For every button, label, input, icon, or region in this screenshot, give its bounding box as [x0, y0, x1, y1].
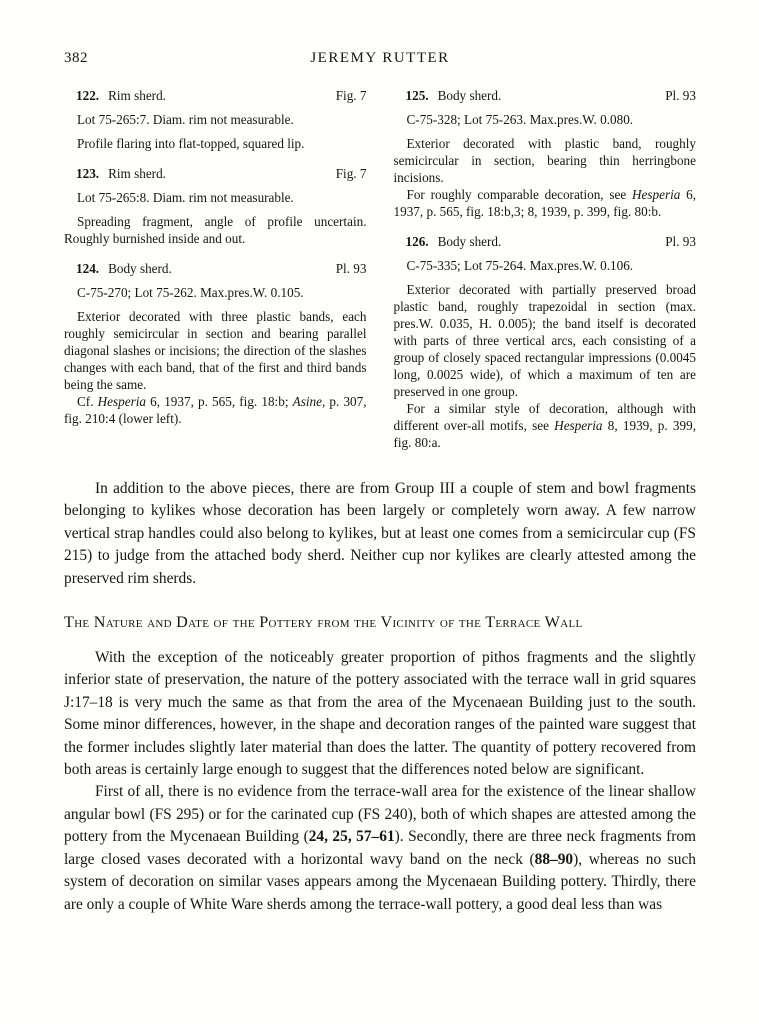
entry-heading	[64, 260, 367, 277]
entry-lot-line: C-75-335; Lot 75-264. Max.pres.W. 0.106.	[406, 258, 634, 273]
entry-lot-line: C-75-270; Lot 75-262. Max.pres.W. 0.105.	[77, 285, 304, 300]
entry-plate-ref: Pl. 93	[335, 261, 367, 276]
body-text-segment: ). Secondly, there are three neck fragments from large closed vases decorated with a horizontal wavy band on the neck (	[64, 828, 696, 868]
catalog-entry	[64, 87, 367, 152]
citation-text: 8, 1939, p. 399, fig. 80:a.	[393, 418, 696, 450]
entry-citation	[394, 186, 697, 220]
catalog-right-column	[394, 87, 697, 451]
entry-lot-line: C-75-328; Lot 75-263. Max.pres.W. 0.080.	[406, 112, 634, 127]
catalog-left-column	[64, 87, 367, 451]
catalog-entry	[64, 260, 367, 427]
entry-lot-line: Lot 75-265:7. Diam. rim not measurable.	[77, 112, 294, 127]
entry-citation	[64, 393, 367, 427]
entry-plate-ref: Pl. 93	[665, 88, 696, 103]
entry-number: 125.	[405, 88, 429, 103]
citation-text: 6, 1937, p. 565, fig. 18:b;	[146, 394, 293, 409]
entry-description: Exterior decorated with three plastic bands, each roughly semicircular in section and bearing parallel diagonal slashes or incisions; the direction of the slashes changes with each band, that of the first and third bands being the same.	[64, 309, 367, 392]
section-heading: The Nature and Date of the Pottery from the Vicinity of the Terrace Wall	[64, 613, 583, 632]
body-text-segment: First of all, there is no evidence from the terrace-wall area for the existence of the linear shallow angular bowl (FS 295) or for the carinated cup (FS 240), both of which shapes are attested among the pottery from the Mycenaean Building (	[64, 783, 696, 846]
entry-figure-ref: Fig. 7	[335, 88, 367, 103]
entry-title: Body sherd.	[437, 234, 502, 249]
entry-number: 123.	[76, 166, 100, 181]
body-paragraph-nature: With the exception of the noticeably greater proportion of pithos fragments and the slightly inferior state of preservation, the nature of the pottery associated with the terrace wall in grid squares J:17–18 is very much the same as that from the area of the Mycenaean Building just to the south. Some minor differences, however, in the shape and decoration ranges of the painted ware suggest that the former includes slightly later material than does the latter. The quantity of pottery recovered from both areas is certainly large enough to suggest that the differences noted below are significant.	[64, 649, 696, 779]
citation-journal-title: Hesperia	[97, 394, 146, 409]
body-paragraph-differences	[64, 781, 696, 915]
body-paragraph-intro: In addition to the above pieces, there are from Group III a couple of stem and bowl fragments belonging to kylikes whose decoration has been largely or completely worn away. A few narrow vertical strap handles could also belong to kylikes, but at least one comes from a semicircular cup (FS 215) to judge from the attached body sherd. Neither cup nor kylikes are clearly attested among the preserved rim sherds.	[64, 480, 696, 587]
entry-number: 124.	[76, 261, 100, 276]
catalog-entry	[394, 87, 697, 220]
entry-description: Exterior decorated with plastic band, roughly semicircular in section, bearing thin herringbone incisions.	[393, 136, 696, 185]
citation-text: For a similar style of decoration, although with different over-all motifs, see	[393, 401, 696, 433]
catalog-section	[64, 87, 696, 451]
catalog-entry	[64, 165, 367, 247]
entry-title: Rim sherd.	[108, 88, 166, 103]
page-number: 382	[64, 50, 88, 66]
citation-text: For roughly comparable decoration, see	[406, 187, 632, 202]
catalog-number-reference: 24, 25, 57–61	[308, 828, 395, 846]
entry-number: 122.	[76, 88, 100, 103]
catalog-entry	[394, 233, 697, 451]
entry-description: Profile flaring into flat-topped, squared lip.	[77, 136, 305, 151]
running-head: JEREMY RUTTER	[310, 50, 450, 66]
citation-text: 6, 1937, p. 565, fig. 18:b,3; 8, 1939, p. 399, fig. 80:b.	[393, 187, 697, 219]
entry-number: 126.	[405, 234, 429, 249]
citation-journal-title: Hesperia	[631, 187, 681, 202]
entry-plate-ref: Pl. 93	[665, 234, 696, 249]
entry-heading	[64, 87, 367, 104]
entry-title: Body sherd.	[437, 88, 502, 103]
body-text-segment: ), whereas no such system of decoration on similar vases appears among the Mycenaean Building pottery. Thirdly, there are only a couple of White Ware sherds among the terrace-wall pottery, a good deal less than was	[64, 850, 696, 913]
entry-heading	[64, 165, 367, 182]
entry-description: Exterior decorated with partially preserved broad plastic band, roughly trapezoidal in section (max. pres.W. 0.035, H. 0.005); the band itself is decorated with parts of three vertical arcs, each consisting of a group of closely spaced rectangular impressions (0.0045 long, 0.0025 wide), of which a maximum of ten are preserved in one group.	[393, 282, 696, 399]
citation-book-title: Asine	[292, 394, 322, 409]
entry-description: Spreading fragment, angle of profile uncertain. Roughly burnished inside and out.	[64, 214, 367, 246]
entry-figure-ref: Fig. 7	[335, 166, 367, 181]
catalog-number-reference: 88–90	[534, 850, 574, 868]
entry-title: Body sherd.	[108, 261, 172, 276]
citation-text: , p. 307, fig. 210:4 (lower left).	[64, 394, 367, 426]
entry-heading	[394, 87, 697, 104]
citation-journal-title: Hesperia	[554, 418, 603, 433]
entry-title: Rim sherd.	[108, 166, 166, 181]
entry-lot-line: Lot 75-265:8. Diam. rim not measurable.	[77, 190, 294, 205]
entry-heading	[394, 233, 697, 250]
page-header	[64, 50, 696, 70]
citation-text: Cf.	[77, 394, 98, 409]
body-text-section	[64, 478, 696, 916]
entry-citation	[394, 400, 697, 451]
